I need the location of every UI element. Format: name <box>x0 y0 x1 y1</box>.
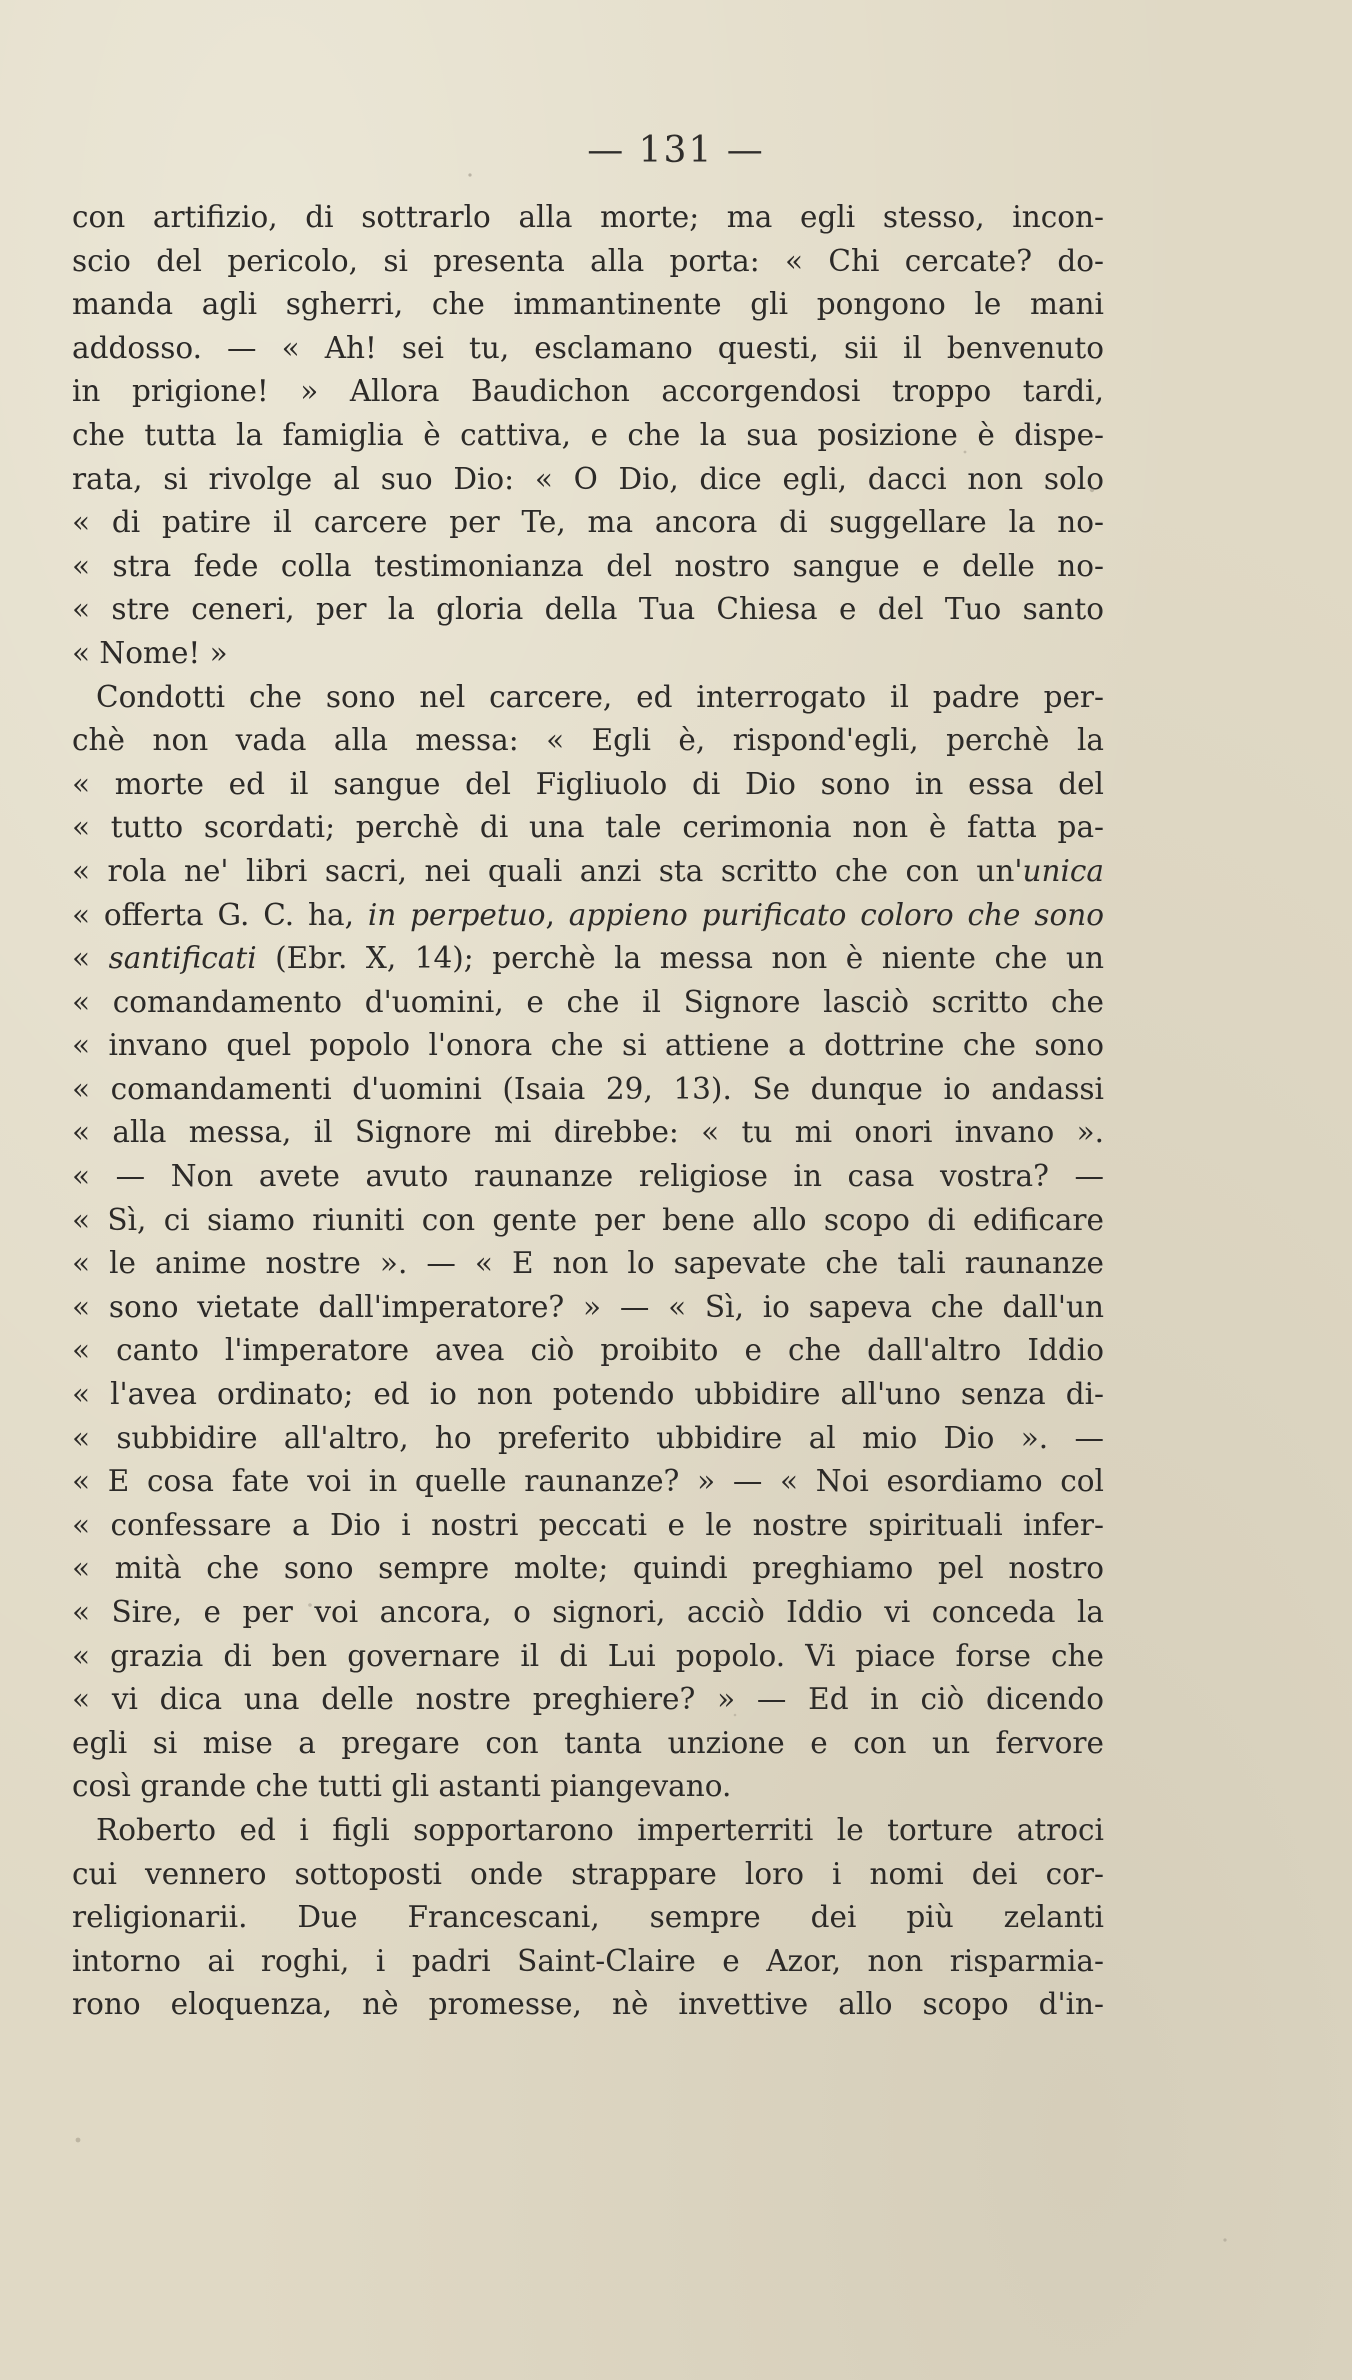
text-line: « canto l'imperatore avea ciò proibito e che dall'altro Iddio <box>72 1333 1104 1368</box>
text-line: « comandamento d'uomini, e che il Signore lasciò scritto che <box>72 984 1104 1019</box>
text-line: « — Non avete avuto raunanze religiose in casa vostra? — <box>72 1159 1104 1194</box>
paragraph-end-line: così grande che tutti gli astanti piangevano. <box>72 1769 732 1804</box>
text-line: « stra fede colla testimonianza del nostro sangue e delle no- <box>72 548 1104 583</box>
italic-text: in perpetuo <box>367 897 546 932</box>
text-line: « subbidire all'altro, ho preferito ubbidire al mio Dio ». — <box>72 1420 1104 1455</box>
text-line: « di patire il carcere per Te, ma ancora di suggellare la no- <box>72 505 1104 540</box>
text-line: intorno ai roghi, i padri Saint-Claire e Azor, non risparmia- <box>72 1943 1104 1978</box>
text-line-with-italic: « offerta G. C. ha, in perpetuo, appieno purificato coloro che sono <box>72 897 1104 932</box>
text-line: religionarii. Due Francescani, sempre dei più zelanti <box>72 1900 1104 1935</box>
italic-text: appieno purificato coloro che sono <box>568 897 1104 932</box>
text-line: « l'avea ordinato; ed io non potendo ubbidire all'uno senza di- <box>72 1377 1104 1412</box>
text-line: « confessare a Dio i nostri peccati e le nostre spirituali infer- <box>72 1507 1104 1542</box>
italic-text: santificati <box>108 941 257 976</box>
text-line: « stre ceneri, per la gloria della Tua Chiesa e del Tuo santo <box>72 592 1104 627</box>
text-line: « comandamenti d'uomini (Isaia 29, 13). Se dunque io andassi <box>72 1071 1104 1106</box>
text-line: « invano quel popolo l'onora che si attiene a dottrine che sono <box>72 1028 1104 1063</box>
italic-text: unica <box>1022 853 1104 888</box>
text-line: « Sire, e per voi ancora, o signori, acciò Iddio vi conceda la <box>72 1595 1104 1629</box>
text-line: chè non vada alla messa: « Egli è, rispond'egli, perchè la <box>72 723 1104 758</box>
text-line-with-italic: « rola ne' libri sacri, nei quali anzi sta scritto che con un'unica <box>72 853 1104 888</box>
paragraph-end-line: « Nome! » <box>72 635 228 670</box>
page-number: — 131 — <box>587 130 765 171</box>
text-line: « mità che sono sempre molte; quindi preghiamo pel nostro <box>72 1551 1104 1586</box>
text-line: « le anime nostre ». — « E non lo sapevate che tali raunanze <box>72 1246 1104 1281</box>
text-line: « alla messa, il Signore mi direbbe: « tu mi onori invano ». <box>72 1115 1104 1150</box>
text-line: rono eloquenza, nè promesse, nè invettive allo scopo d'in- <box>72 1987 1104 2022</box>
text-line: « sono vietate dall'imperatore? » — « Sì, io sapeva che dall'un <box>72 1289 1104 1324</box>
text-line: « morte ed il sangue del Figliuolo di Dio sono in essa del <box>72 766 1104 801</box>
paragraph-start-line: Roberto ed i figli sopportarono imperterriti le torture atroci <box>96 1812 1104 1847</box>
text-line-with-italic: « santificati (Ebr. X, 14); perchè la messa non è niente che un <box>72 941 1104 976</box>
text-line: scio del pericolo, si presenta alla porta: « Chi cercate? do- <box>72 243 1104 278</box>
text-line: « Sì, ci siamo riuniti con gente per bene allo scopo di edificare <box>72 1202 1104 1237</box>
body-text <box>72 196 1104 2027</box>
text-line: « vi dica una delle nostre preghiere? » — Ed in ciò dicendo <box>72 1682 1104 1717</box>
text-line: manda agli sgherri, che immantinente gli pongono le mani <box>72 287 1104 322</box>
text-line: con artifizio, di sottrarlo alla morte; ma egli stesso, incon- <box>72 200 1104 234</box>
text-line: addosso. — « Ah! sei tu, esclamano questi, sii il benvenuto <box>72 330 1104 365</box>
text-line: egli si mise a pregare con tanta unzione e con un fervore <box>72 1725 1104 1760</box>
text-line: « grazia di ben governare il di Lui popolo. Vi piace forse che <box>72 1638 1104 1673</box>
text-line: rata, si rivolge al suo Dio: « O Dio, dice egli, dacci non solo <box>72 461 1104 496</box>
text-line: in prigione! » Allora Baudichon accorgendosi troppo tardi, <box>72 374 1104 409</box>
text-line: « E cosa fate voi in quelle raunanze? » — « Noi esordiamo col <box>72 1464 1104 1499</box>
text-line: cui vennero sottoposti onde strappare loro i nomi dei cor- <box>72 1856 1104 1891</box>
paragraph-start-line: Condotti che sono nel carcere, ed interrogato il padre per- <box>96 679 1104 714</box>
text-line: che tutta la famiglia è cattiva, e che la sua posizione è dispe- <box>72 417 1104 452</box>
text-line: « tutto scordati; perchè di una tale cerimonia non è fatta pa- <box>72 810 1104 845</box>
